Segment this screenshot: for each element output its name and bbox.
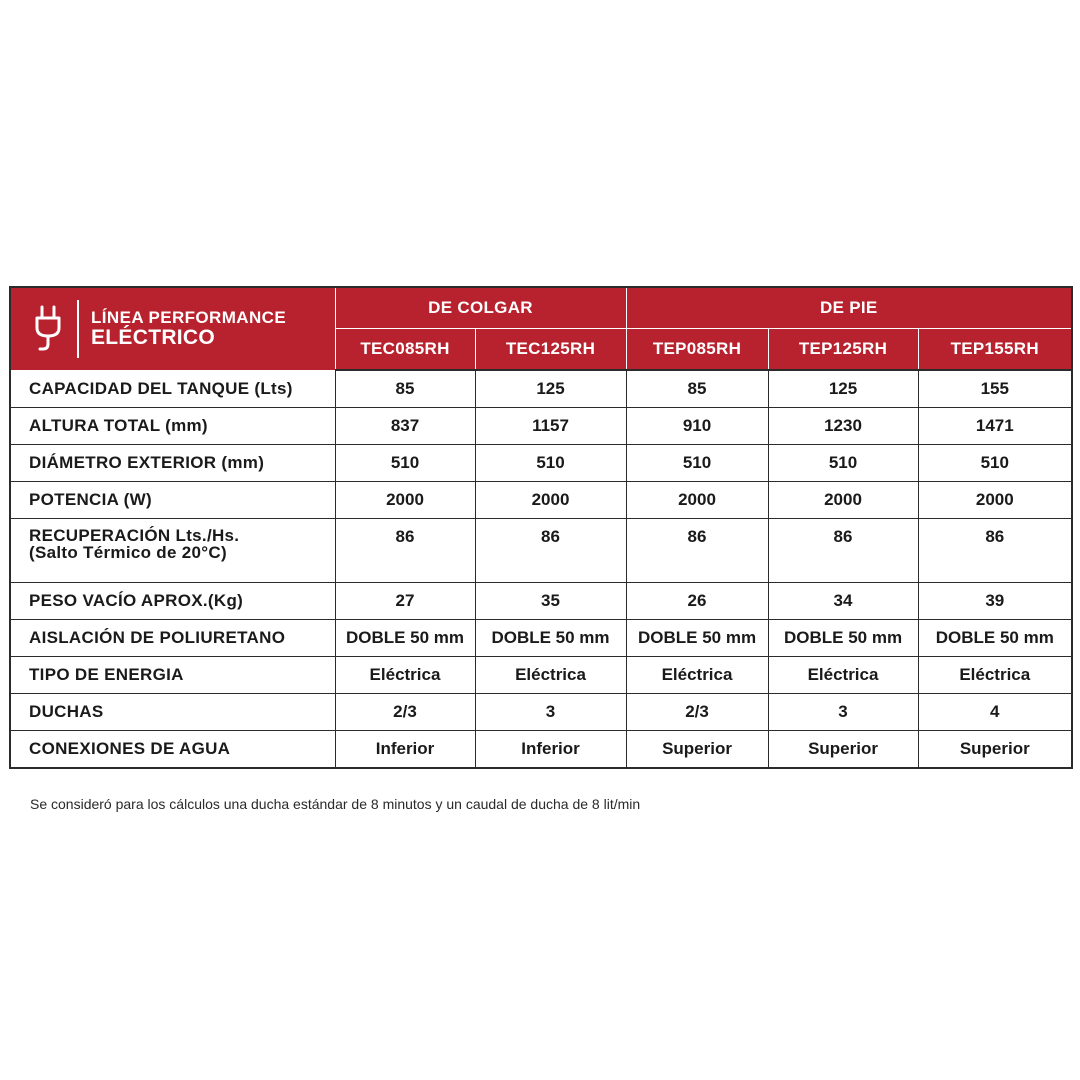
cell-value: 2000 [768,482,918,519]
model-header: TEC125RH [475,329,626,371]
row-label: DIÁMETRO EXTERIOR (mm) [10,445,335,482]
group-header-colgar: DE COLGAR [335,287,626,329]
table-row [10,370,1072,408]
cell-value: 2000 [918,482,1072,519]
cell-value: 155 [918,370,1072,408]
brand-line-1: LÍNEA PERFORMANCE [91,307,287,327]
cell-value: 85 [335,370,475,408]
row-label: PESO VACÍO APROX.(Kg) [10,583,335,620]
row-label: CONEXIONES DE AGUA [10,731,335,769]
table-row [10,519,1072,583]
model-header: TEP155RH [918,329,1072,371]
cell-value: Eléctrica [918,657,1072,694]
cell-value: Superior [918,731,1072,769]
row-label: ALTURA TOTAL (mm) [10,408,335,445]
row-label-line-1: RECUPERACIÓN Lts./Hs. [29,526,240,545]
cell-value: 35 [475,583,626,620]
cell-value: 510 [768,445,918,482]
cell-value: 125 [475,370,626,408]
cell-value: 2/3 [335,694,475,731]
cell-value: 2000 [475,482,626,519]
cell-value: Eléctrica [475,657,626,694]
table-row [10,620,1072,657]
brand-header [10,287,335,370]
cell-value: Superior [768,731,918,769]
cell-value: 26 [626,583,768,620]
cell-value: DOBLE 50 mm [475,620,626,657]
cell-value: 3 [475,694,626,731]
spec-table [9,286,1073,769]
group-header-pie: DE PIE [626,287,1072,329]
cell-value: 510 [475,445,626,482]
cell-value: 86 [335,519,475,583]
cell-value: DOBLE 50 mm [768,620,918,657]
cell-value: 39 [918,583,1072,620]
cell-value: 910 [626,408,768,445]
cell-value: 2000 [335,482,475,519]
cell-value: 86 [475,519,626,583]
model-header: TEP125RH [768,329,918,371]
cell-value: 86 [768,519,918,583]
cell-value: 1230 [768,408,918,445]
model-header: TEP085RH [626,329,768,371]
table-row [10,445,1072,482]
plug-icon [33,304,63,354]
cell-value: DOBLE 50 mm [335,620,475,657]
cell-value: 1157 [475,408,626,445]
cell-value: DOBLE 50 mm [918,620,1072,657]
cell-value: Superior [626,731,768,769]
cell-value: 2/3 [626,694,768,731]
brand-divider [77,300,79,358]
cell-value: 125 [768,370,918,408]
cell-value: Inferior [475,731,626,769]
cell-value: 4 [918,694,1072,731]
cell-value: 1471 [918,408,1072,445]
cell-value: Eléctrica [335,657,475,694]
row-label: DUCHAS [10,694,335,731]
cell-value: 510 [626,445,768,482]
table-row [10,482,1072,519]
table-row [10,408,1072,445]
cell-value: Inferior [335,731,475,769]
cell-value: 34 [768,583,918,620]
cell-value: 27 [335,583,475,620]
cell-value: Eléctrica [768,657,918,694]
row-label-line-2: (Salto Térmico de 20°C) [29,543,227,562]
table-row [10,694,1072,731]
row-label: POTENCIA (W) [10,482,335,519]
cell-value: DOBLE 50 mm [626,620,768,657]
cell-value: 2000 [626,482,768,519]
row-label: CAPACIDAD DEL TANQUE (Lts) [10,370,335,408]
cell-value: 837 [335,408,475,445]
table-row [10,657,1072,694]
footnote: Se consideró para los cálculos una ducha estándar de 8 minutos y un caudal de ducha de 8 lit/min [30,796,641,812]
model-header: TEC085RH [335,329,475,371]
row-label: AISLACIÓN DE POLIURETANO [10,620,335,657]
table-row [10,731,1072,769]
cell-value: 510 [335,445,475,482]
row-label: TIPO DE ENERGIA [10,657,335,694]
cell-value: 86 [626,519,768,583]
brand-line-2: ELÉCTRICO [91,325,216,349]
cell-value: 85 [626,370,768,408]
cell-value: 3 [768,694,918,731]
row-label [10,519,335,583]
cell-value: 510 [918,445,1072,482]
table-row [10,583,1072,620]
cell-value: 86 [918,519,1072,583]
cell-value: Eléctrica [626,657,768,694]
